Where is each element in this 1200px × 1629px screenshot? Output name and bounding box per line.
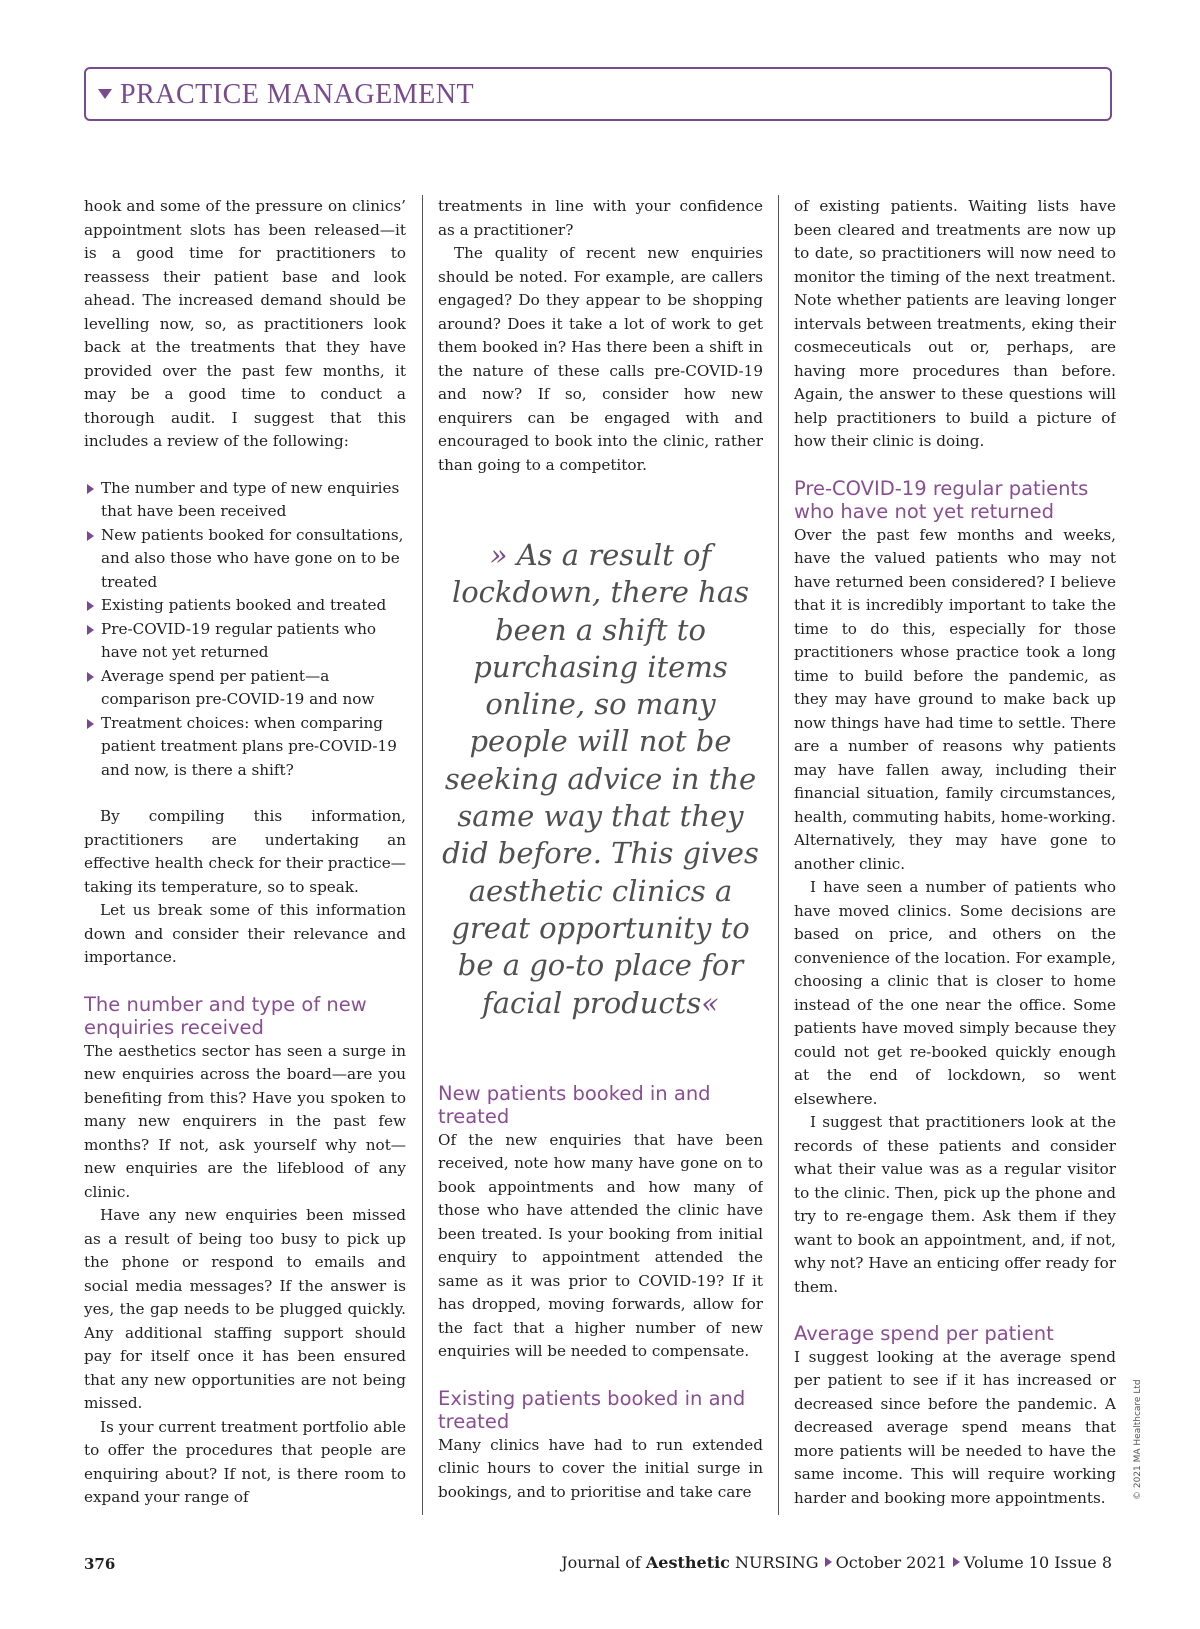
subheading: Average spend per patient	[794, 1322, 1054, 1345]
review-list	[84, 477, 406, 783]
quote-open-mark: »	[489, 538, 508, 572]
paragraph: I suggest that practitioners look at the records of these patients and consider what their value was as a regular visitor to the clinic. Then, pick up the phone and try to re-engage them. Ask them if they want to book an appointment, and, if not, why not? Have an enticing offer ready for them.	[794, 1113, 1116, 1296]
paragraph: of existing patients. Waiting lists have been cleared and treatments are now up to date, so practitioners will now need to monitor the timing of the next treatment. Note whether patients are leaving longer intervals between treatments, eking their cosmeceuticals out or, perhaps, are having more procedures than before. Again, the answer to these questions will help practitioners to build a picture of how their clinic is doing.	[794, 197, 1116, 450]
paragraph: Let us break some of this information down and consider their relevance and importance.	[84, 901, 406, 966]
paragraph: Have any new enquiries been missed as a result of being too busy to pick up the phone or respond to emails and social media messages? If the answer is yes, the gap needs to be plugged quickly. Any additional staffing support should pay for itself once it has been ensured that any new opportunities are not being missed.	[84, 1206, 406, 1412]
list-item: Treatment choices: when comparing patient treatment plans pre-COVID-19 and now, is there a shift?	[84, 712, 406, 783]
copyright-notice: © 2021 MA Healthcare Ltd	[1133, 1379, 1143, 1500]
journal-footer: Journal of Aesthetic NURSING October 2021 Volume 10 Issue 8	[561, 1553, 1112, 1572]
pull-quote	[440, 537, 761, 1022]
bullet-triangle-icon	[87, 625, 94, 635]
column-1	[84, 195, 406, 1515]
bullet-triangle-icon	[87, 601, 94, 611]
triangle-right-icon	[825, 1557, 832, 1567]
list-item: The number and type of new enquiries that have been received	[84, 477, 406, 524]
quote-close-mark: «	[701, 985, 719, 1020]
paragraph: I have seen a number of patients who have moved clinics. Some decisions are based on price, and others on the convenience of the location. For example, choosing a clinic that is closer to home instead of the one near the office. Some patients have moved simply because they could not get re-booked quickly enough at the end of lockdown, so went elsewhere.	[794, 878, 1116, 1108]
paragraph: The aesthetics sector has seen a surge in new enquiries across the board—are you benefiting from this? Have you spoken to many new enquirers in the past few months? If not, ask yourself why not—new enquiries are the lifeblood of any clinic.	[84, 1041, 406, 1201]
paragraph: I suggest looking at the average spend per patient to see if it has increased or decreased since before the pandemic. A decreased average spend means that more patients will be needed to have the same income. This will require working harder and booking more appointments.	[794, 1347, 1116, 1507]
subheading: Pre-COVID-19 regular patients who have not yet returned	[794, 476, 1089, 523]
list-item: Average spend per patient—a comparison pre-COVID-19 and now	[84, 665, 406, 712]
issue-date: October 2021	[835, 1553, 947, 1572]
paragraph: By compiling this information, practitioners are undertaking an effective health check for their practice—taking its temperature, so to speak.	[84, 807, 406, 896]
paragraph: Many clinics have had to run extended clinic hours to cover the initial surge in bookings, and to prioritise and take care	[438, 1435, 763, 1501]
list-item: Pre-COVID-19 regular patients who have not yet returned	[84, 618, 406, 665]
bullet-triangle-icon	[87, 672, 94, 682]
column-rule	[778, 195, 779, 1515]
column-rule	[422, 195, 423, 1515]
paragraph: The quality of recent new enquiries should be noted. For example, are callers engaged? Do they appear to be shopping around? Does it take a lot of work to get them booked in? Has there been a shift in the nature of these calls pre-COVID-19 and now? If so, consider how new enquirers can be engaged with and encouraged to book into the clinic, rather than going to a competitor.	[438, 244, 763, 474]
pull-quote-text: As a result of lockdown, there has been a shift to purchasing items online, so many people will not be seeking advice in the same way that they did before. This gives aesthetic clinics a great opportunity to be a go-to place for facial products	[442, 538, 759, 1020]
section-title: PRACTICE MANAGEMENT	[120, 79, 475, 110]
paragraph: treatments in line with your confidence as a practitioner?	[438, 197, 763, 239]
section-header	[84, 67, 1112, 121]
paragraph: Of the new enquiries that have been received, note how many have gone on to book appointments and how many of those who have attended the clinic have been treated. Is your booking from initial enquiry to appointment attended the same as it was prior to COVID-19? If it has dropped, moving forwards, allow for the fact that a higher number of new enquiries will be needed to compensate.	[438, 1130, 763, 1361]
bullet-triangle-icon	[87, 719, 94, 729]
column-2	[438, 195, 763, 1515]
subheading: The number and type of new enquiries received	[84, 992, 367, 1039]
list-item: New patients booked for consultations, and also those who have gone on to be treated	[84, 524, 406, 595]
triangle-right-icon	[953, 1557, 960, 1567]
subheading: New patients booked in and treated	[438, 1081, 711, 1129]
volume-issue: Volume 10 Issue 8	[963, 1553, 1112, 1572]
paragraph: Is your current treatment portfolio able to offer the procedures that people are enquiring about? If not, is there room to expand your range of	[84, 1417, 406, 1506]
page-number: 376	[84, 1555, 116, 1573]
list-item: Existing patients booked and treated	[84, 594, 406, 618]
subheading: Existing patients booked in and treated	[438, 1386, 746, 1434]
bullet-triangle-icon	[87, 484, 94, 494]
paragraph: hook and some of the pressure on clinics’ appointment slots has been released—it is a good time for practitioners to reassess their patient base and look ahead. The increased demand should be levelling now, so, as practitioners look back at the treatments that they have provided over the past few months, it may be a good time to conduct a thorough audit. I suggest that this includes a review of the following:	[84, 197, 406, 450]
paragraph: Over the past few months and weeks, have the valued patients who may not have returned been considered? I believe that it is incredibly important to take the time to do this, especially for those practitioners whose practice took a long time to build before the pandemic, as they may have ground to make back up now things have had time to settle. There are a number of reasons why patients may have fallen away, including their financial situation, family circumstances, health, commuting habits, home-working. Alternatively, they may have gone to another clinic.	[794, 525, 1116, 873]
triangle-down-icon	[98, 89, 112, 99]
bullet-triangle-icon	[87, 531, 94, 541]
column-3	[794, 195, 1116, 1515]
